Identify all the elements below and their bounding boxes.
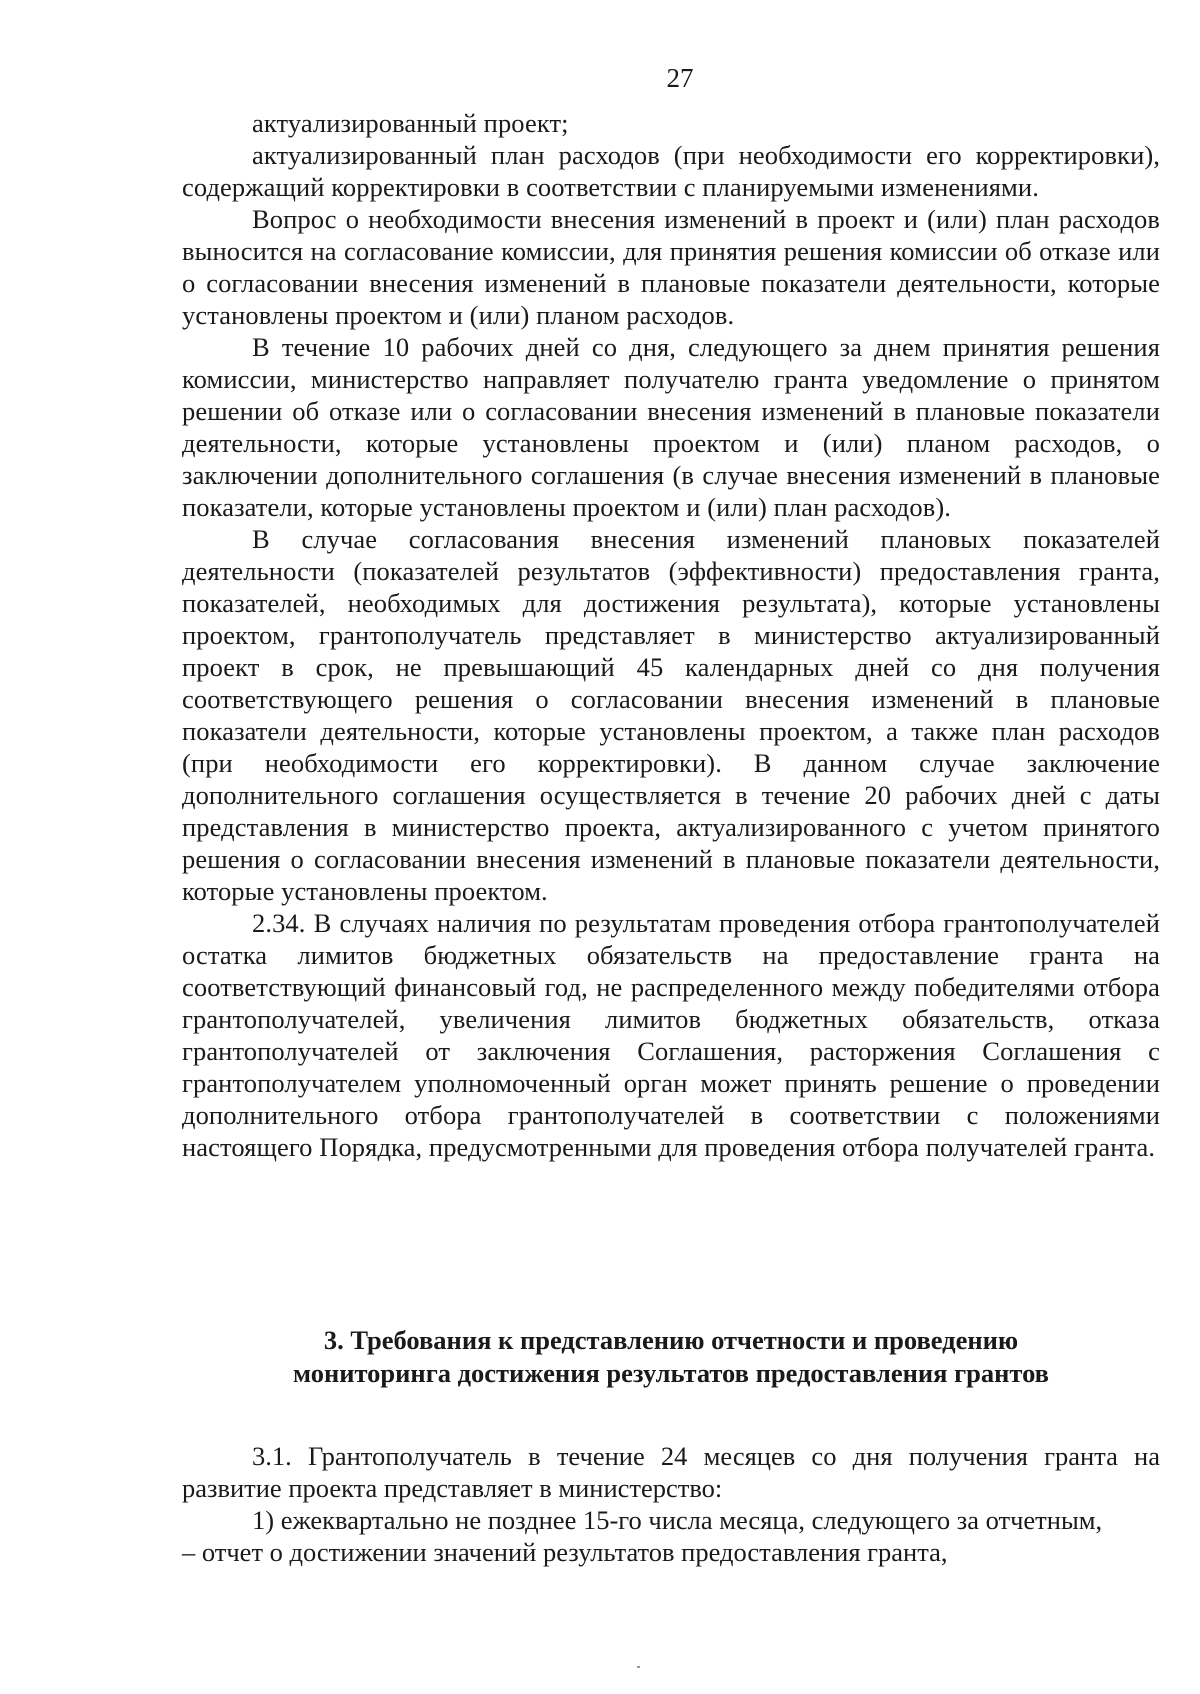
section-body (182, 1440, 1160, 1568)
scan-speck (637, 1666, 640, 1668)
section-heading (182, 1324, 1160, 1390)
paragraph: – отчет о достижении значений результатов предоставления гранта, (182, 1537, 948, 1567)
paragraph: 2.34. В случаях наличия по результатам проведения отбора грантополучателей остатка лимитов бюджетных обязательств на предоставление гранта на соответствующий финансовый год, не распределенного между победителями отбора грантополучателей, увеличения лимитов бюджетных обязательств, отказа грантополучателей от заключения Соглашения, расторжения Соглашения с грантополучателем уполномоченный орган может принять решение о проведении дополнительного отбора грантополучателей в соответствии с положениями настоящего Порядка, предусмотренными для проведения отбора получателей гранта. (182, 908, 1160, 1162)
paragraph: 1) ежеквартально не позднее 15-го числа месяца, следующего за отчетным, (252, 1505, 1103, 1535)
paragraph: актуализированный проект; (252, 108, 569, 138)
section-heading-line: 3. Требования к представлению отчетности и проведению (323, 1325, 1019, 1355)
body-text (182, 107, 1160, 1163)
section-heading-line: мониторинга достижения результатов предоставления грантов (293, 1358, 1049, 1388)
paragraph: В течение 10 рабочих дней со дня, следующего за днем принятия решения комиссии, министерство направляет получателю гранта уведомление о принятом решении об отказе или о согласовании внесения изменений в плановые показатели деятельности, которые установлены проектом и (или) планом расходов, о заключении дополнительного соглашения (в случае внесения изменений в плановые показатели, которые установлены проектом и (или) план расходов). (182, 332, 1160, 522)
paragraph: Вопрос о необходимости внесения изменений в проект и (или) план расходов выносится на согласование комиссии, для принятия решения комиссии об отказе или о согласовании внесения изменений в плановые показатели деятельности, которые установлены проектом и (или) планом расходов. (182, 204, 1160, 330)
paragraph: В случае согласования внесения изменений плановых показателей деятельности (показателей результатов (эффективности) предоставления гранта, показателей, необходимых для достижения результата), которые установлены проектом, грантополучатель представляет в министерство актуализированный проект в срок, не превышающий 45 календарных дней со дня получения соответствующего решения о согласовании внесения изменений в плановые показатели деятельности, которые установлены проектом, а также план расходов (при необходимости его корректировки). В данном случае заключение дополнительного соглашения осуществляется в течение 20 рабочих дней с даты представления в министерство проекта, актуализированного с учетом принятого решения о согласовании внесения изменений в плановые показатели деятельности, которые установлены проектом. (182, 524, 1160, 906)
page-number: 27 (666, 63, 694, 93)
paragraph: 3.1. Грантополучатель в течение 24 месяцев со дня получения гранта на развитие проекта представляет в министерство: (182, 1441, 1160, 1503)
paragraph: актуализированный план расходов (при необходимости его корректировки), содержащий корректировки в соответствии с планируемыми изменениями. (182, 140, 1160, 202)
